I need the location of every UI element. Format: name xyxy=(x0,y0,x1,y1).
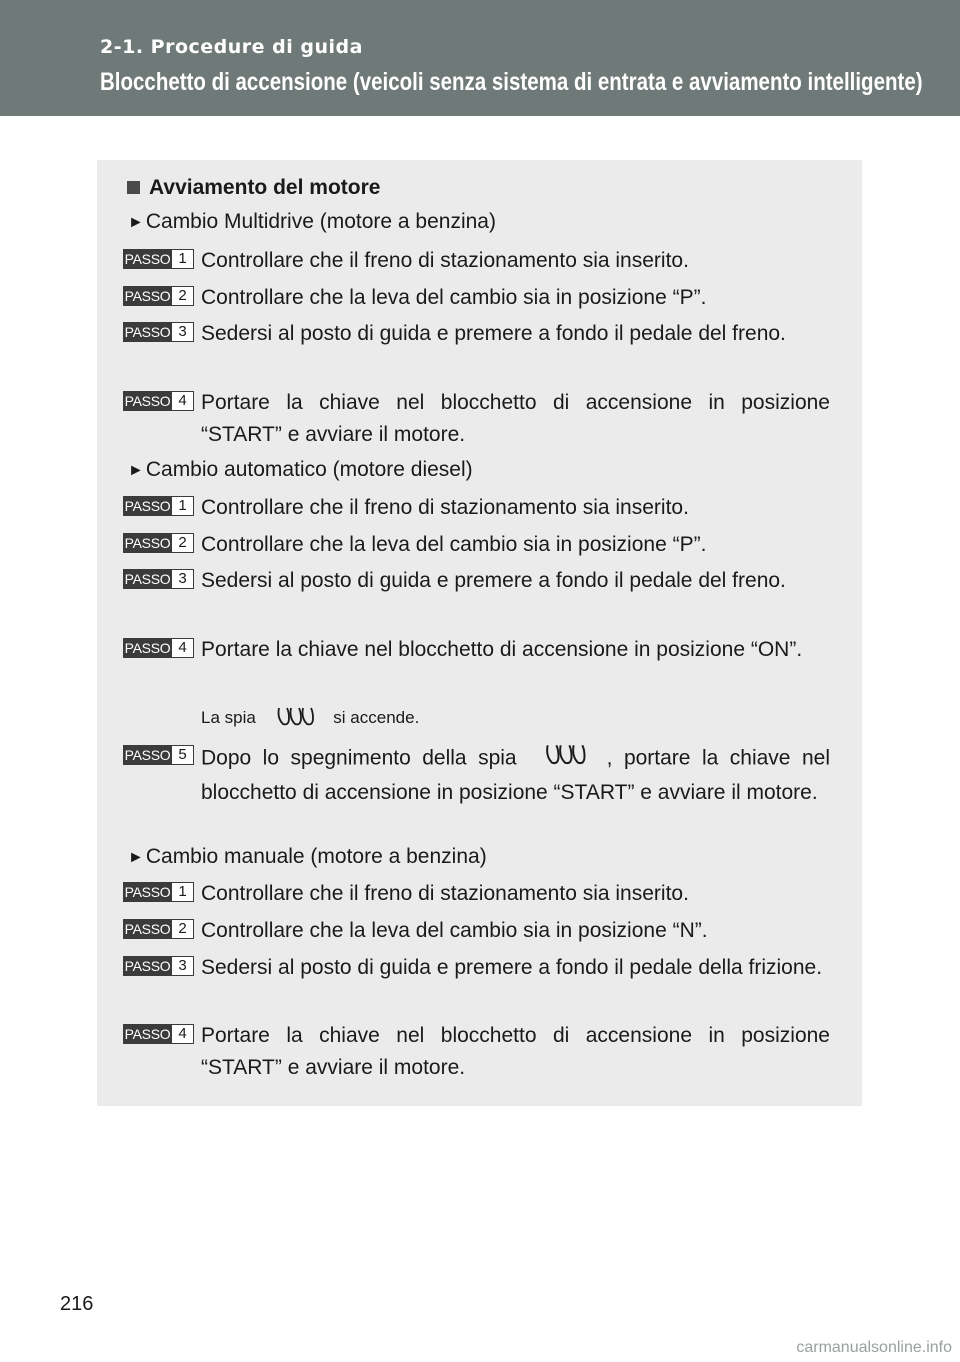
step-item: PASSO 2 Controllare che la leva del cambio sia in posizione “P”. xyxy=(124,533,707,556)
step-badge: PASSO 1 xyxy=(123,249,194,269)
step-item: PASSO 1 Controllare che il freno di stazionamento sia inserito. xyxy=(124,496,689,519)
step-item: PASSO 5 Dopo lo spegnimento della spia , portare la chiave nel blocchetto di accensione in posizione “START” e avviare il motore. xyxy=(123,741,830,809)
step-item: PASSO 2 Controllare che la leva del cambio sia in posizione “P”. xyxy=(124,286,707,309)
step-badge: PASSO 4 xyxy=(123,1024,194,1044)
step-badge: PASSO 2 xyxy=(123,919,194,939)
subheading-manual: ►Cambio manuale (motore a benzina) xyxy=(128,845,487,868)
triangle-bullet-icon: ► xyxy=(128,849,144,866)
box-heading: Avviamento del motore xyxy=(127,176,380,200)
step-badge: PASSO 1 xyxy=(123,882,194,902)
step-item: PASSO 4 Portare la chiave nel blocchetto di accensione in posizione “ON”. xyxy=(124,638,803,661)
indicator-note: La spia si accende. xyxy=(201,704,419,733)
step-item: PASSO 4 Portare la chiave nel blocchetto di accensione in posizione “START” e avviare il motore. xyxy=(124,391,830,446)
step-item: PASSO 3 Sedersi al posto di guida e premere a fondo il pedale della frizione. xyxy=(124,956,823,979)
page-title: Blocchetto di accensione (veicoli senza sistema di entrata e avviamento intelligente) xyxy=(100,68,923,96)
step-badge: PASSO 4 xyxy=(123,391,194,411)
glow-plug-indicator-icon xyxy=(543,741,587,777)
step-badge: PASSO 3 xyxy=(123,322,194,342)
page-header xyxy=(0,0,960,116)
step-badge: PASSO 3 xyxy=(123,569,194,589)
step-item: PASSO 1 Controllare che il freno di stazionamento sia inserito. xyxy=(124,249,689,272)
square-bullet-icon xyxy=(127,181,140,194)
step-item: PASSO 3 Sedersi al posto di guida e premere a fondo il pedale del freno. xyxy=(124,322,786,345)
step-badge: PASSO 5 xyxy=(123,745,194,765)
step-item: PASSO 1 Controllare che il freno di stazionamento sia inserito. xyxy=(124,882,689,905)
step-badge: PASSO 4 xyxy=(123,638,194,658)
triangle-bullet-icon: ► xyxy=(128,462,144,479)
step-badge: PASSO 3 xyxy=(123,956,194,976)
subheading-automatic: ►Cambio automatico (motore diesel) xyxy=(128,458,473,481)
step-badge: PASSO 1 xyxy=(123,496,194,516)
subheading-multidrive: ►Cambio Multidrive (motore a benzina) xyxy=(128,210,496,233)
step-badge: PASSO 2 xyxy=(123,533,194,553)
triangle-bullet-icon: ► xyxy=(128,214,144,231)
page-number: 216 xyxy=(60,1293,94,1315)
step-badge: PASSO 2 xyxy=(123,286,194,306)
section-label: 2-1. Procedure di guida xyxy=(100,36,363,58)
step-item: PASSO 4 Portare la chiave nel blocchetto di accensione in posizione “START” e avviare il motore. xyxy=(124,1024,830,1079)
step-item: PASSO 2 Controllare che la leva del cambio sia in posizione “N”. xyxy=(124,919,708,942)
glow-plug-indicator-icon xyxy=(275,704,315,733)
step-item: PASSO 3 Sedersi al posto di guida e premere a fondo il pedale del freno. xyxy=(124,569,786,592)
watermark: carmanualsonline.info xyxy=(796,1339,952,1356)
